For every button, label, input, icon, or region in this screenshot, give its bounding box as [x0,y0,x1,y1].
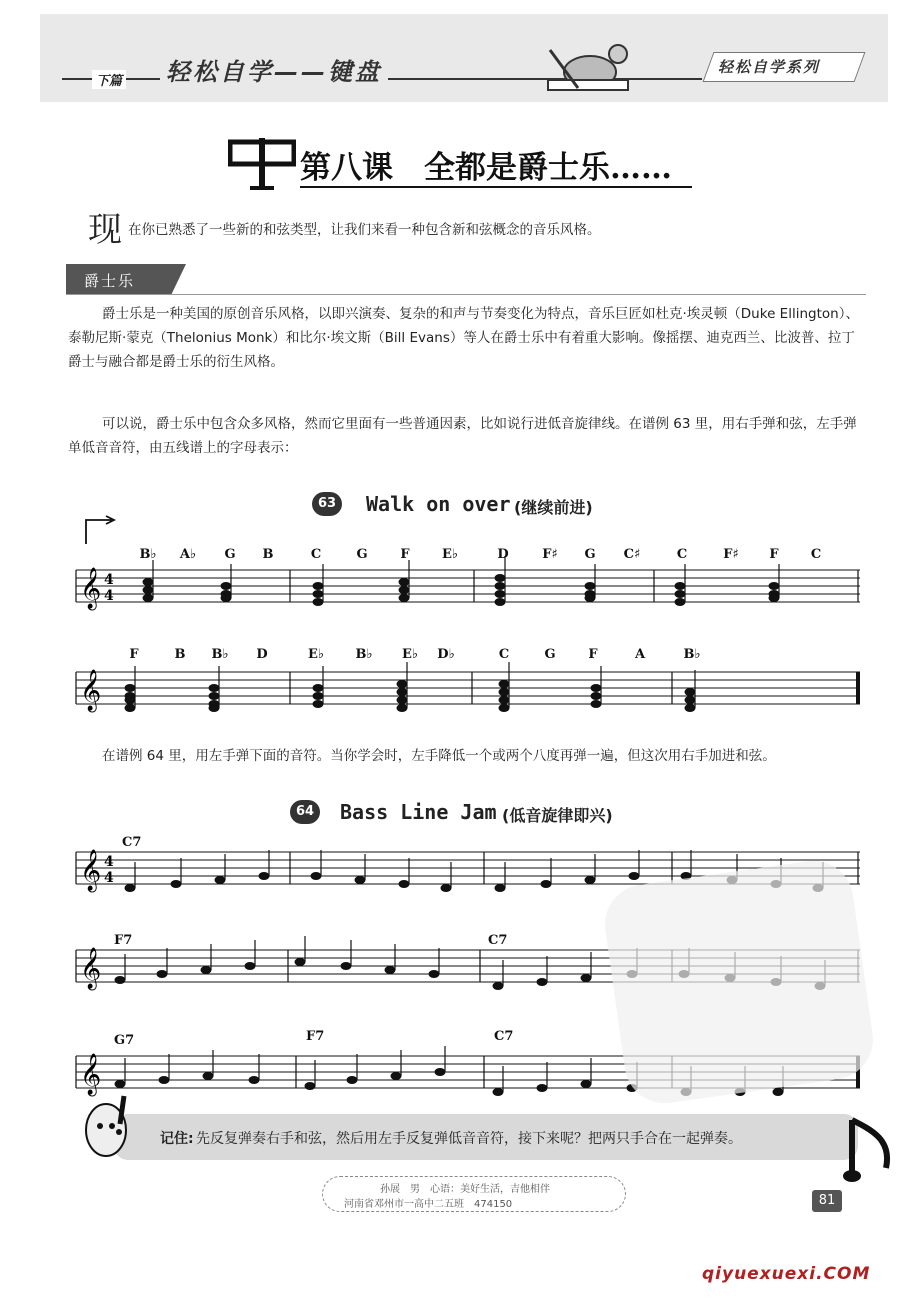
quarter-notehead [245,962,256,970]
chord-notehead [675,582,686,590]
chord-notehead [399,586,410,594]
chord-notehead [685,696,696,704]
quarter-notehead [115,1080,126,1088]
quarter-notehead [215,876,226,884]
chord-notehead [769,582,780,590]
lesson-title: 第八课 全都是爵士乐…… [300,150,672,186]
header-series-title: 轻松自学——键盘 [160,52,388,87]
header-series-right: 轻松自学系列 [718,58,821,76]
chord-notehead [495,598,506,606]
chord-notehead [499,696,510,704]
bass-note-label: C [310,547,322,562]
chord-notehead [499,688,510,696]
quarter-notehead [171,880,182,888]
chord-notehead [125,684,136,692]
chord-symbol: F7 [114,933,133,948]
bass-note-label: A [634,647,646,662]
bass-note-label: B [174,647,186,662]
chord-notehead [125,704,136,712]
chord-notehead [685,688,696,696]
bass-note-label: D [256,647,268,662]
chord-notehead [399,594,410,602]
section-title: 爵士乐 [84,272,136,290]
quarter-notehead [493,1088,504,1096]
treble-clef-icon: 𝄞 [80,568,102,609]
chord-notehead [585,594,596,602]
quarter-notehead [581,1080,592,1088]
chord-notehead [221,594,232,602]
chord-notehead [143,594,154,602]
chord-symbol: C7 [122,835,142,850]
treble-clef-icon: 𝄞 [80,948,102,989]
quarter-notehead [355,876,366,884]
time-signature: 4 [104,870,114,886]
bass-note-label: B♭ [211,647,229,662]
bass-note-label: F [769,547,779,562]
bass-note-label: G [224,547,236,562]
chord-symbol: F7 [306,1029,325,1044]
chord-notehead [313,684,324,692]
example-64-number: 64 [290,800,320,824]
intro-text: 在你已熟悉了一些新的和弦类型，让我们来看一种包含新和弦概念的音乐风格。 [128,222,601,238]
quarter-notehead [385,966,396,974]
eighth-note-icon [842,1116,898,1186]
chord-notehead [499,680,510,688]
chord-notehead [397,704,408,712]
chord-notehead [313,582,324,590]
chord-notehead [675,590,686,598]
quarter-notehead [159,1076,170,1084]
bass-note-label: B♭ [683,647,701,662]
example-63-subtitle: (继续前进) [514,498,593,517]
chord-notehead [591,700,602,708]
reminder-face-icon [76,1090,140,1162]
example-63-title: Walk on over [366,492,511,516]
chord-notehead [313,700,324,708]
quarter-notehead [201,966,212,974]
quarter-notehead [435,1068,446,1076]
quarter-notehead [441,884,452,892]
treble-clef-icon: 𝄞 [80,850,102,891]
bass-note-label: D [497,547,509,562]
chord-notehead [769,594,780,602]
bass-note-label: B♭ [139,547,157,562]
quarter-notehead [347,1076,358,1084]
intro-drop-cap: 现 [88,210,122,250]
quarter-notehead [585,876,596,884]
quarter-notehead [115,976,126,984]
quarter-notehead [493,982,504,990]
chord-notehead [685,704,696,712]
time-signature: 4 [104,572,114,588]
chord-notehead [495,582,506,590]
quarter-notehead [125,884,136,892]
chord-notehead [399,578,410,586]
chord-notehead [125,696,136,704]
watermark-logo [600,856,878,1109]
bass-note-label: G [544,647,556,662]
quarter-notehead [157,970,168,978]
chord-notehead [313,598,324,606]
bass-note-label: A♭ [179,547,197,562]
chord-notehead [313,692,324,700]
quarter-notehead [391,1072,402,1080]
bass-note-label: C [498,647,510,662]
chord-notehead [397,696,408,704]
bass-note-label: F [400,547,410,562]
paragraph-example-64: 在谱例 64 里，用左手弹下面的音符。当你学会时，左手降低一个或两个八度再弹一遍，但这次用右手加进和弦。 [102,748,776,764]
bass-note-label: G [356,547,368,562]
start-arrow-icon [86,516,114,544]
bass-note-label: F [129,647,139,662]
bass-note-label: G [584,547,596,562]
chord-notehead [585,582,596,590]
quarter-notehead [773,1088,784,1096]
bass-note-label: E♭ [401,647,419,662]
quarter-notehead [249,1076,260,1084]
tip-label: 记住: [160,1131,194,1147]
bass-note-label: C [676,547,688,562]
bass-note-label: E♭ [441,547,459,562]
chord-symbol: C7 [488,933,508,948]
quarter-notehead [537,978,548,986]
bass-note-label: F [588,647,598,662]
quarter-notehead [537,1084,548,1092]
footer-line-1: 孙展 男 心语：美好生活，吉他相伴 [380,1184,550,1195]
chord-symbol: C7 [494,1029,514,1044]
paragraph-jazz-intro: 爵士乐是一种美国的原创音乐风格，以即兴演奏、复杂的和声与节奏变化为特点，音乐巨匠如杜克·埃灵顿（Duke Ellington）、泰勒尼斯·蒙克（Thelonius Monk）和比尔·埃文斯（Bill Evans）等人在爵士乐中有着重大影响。像摇摆、迪克西兰、比波普、拉丁爵士与融合都是爵士乐的衍生风格。 [68,306,859,370]
time-signature: 4 [104,588,114,604]
quarter-notehead [203,1072,214,1080]
chord-notehead [209,684,220,692]
quarter-notehead [629,872,640,880]
example-63-number: 63 [312,492,342,516]
quarter-notehead [311,872,322,880]
bass-note-label: F♯ [723,547,739,562]
watermark-site: qiyuexuexi.COM [702,1264,871,1284]
chord-notehead [143,586,154,594]
header-part-label: 下篇 [92,70,126,89]
chord-notehead [143,578,154,586]
quarter-notehead [541,880,552,888]
bass-note-label: C♯ [623,547,641,562]
chord-notehead [591,684,602,692]
chord-notehead [209,692,220,700]
footer-line-2: 河南省邓州市一高中二五班 474150 [344,1199,513,1210]
chord-notehead [209,704,220,712]
treble-clef-icon: 𝄞 [80,1054,102,1095]
chord-notehead [313,590,324,598]
chord-notehead [495,590,506,598]
treble-clef-icon: 𝄞 [80,670,102,711]
tip-text: 先反复弹奏右手和弦，然后用左手反复弹低音音符，接下来呢？把两只手合在一起弹奏。 [196,1131,742,1147]
page-number: 81 [812,1190,842,1212]
paragraph-walking-bass: 可以说，爵士乐中包含众多风格，然而它里面有一些普通因素，比如说行进低音旋律线。在谱例 63 里，用右手弹和弦，左手弹单低音音符，由五线谱上的字母表示： [68,416,857,456]
chord-notehead [221,582,232,590]
time-signature: 4 [104,854,114,870]
quarter-notehead [399,880,410,888]
quarter-notehead [341,962,352,970]
chord-notehead [675,598,686,606]
bass-note-label: B [262,547,274,562]
quarter-notehead [495,884,506,892]
bass-note-label: B♭ [355,647,373,662]
quarter-notehead [305,1082,316,1090]
example-64-subtitle: (低音旋律即兴) [502,806,613,825]
chord-notehead [397,688,408,696]
quarter-notehead [429,970,440,978]
chord-notehead [499,704,510,712]
bass-note-label: E♭ [307,647,325,662]
chord-symbol: G7 [114,1033,135,1048]
bass-note-label: D♭ [437,647,455,662]
bass-note-label: F♯ [542,547,558,562]
chord-notehead [591,692,602,700]
bass-note-label: C [810,547,822,562]
chord-notehead [397,680,408,688]
quarter-notehead [581,974,592,982]
chord-notehead [495,574,506,582]
example-64-title: Bass Line Jam [340,800,497,824]
quarter-notehead [259,872,270,880]
quarter-notehead [295,958,306,966]
